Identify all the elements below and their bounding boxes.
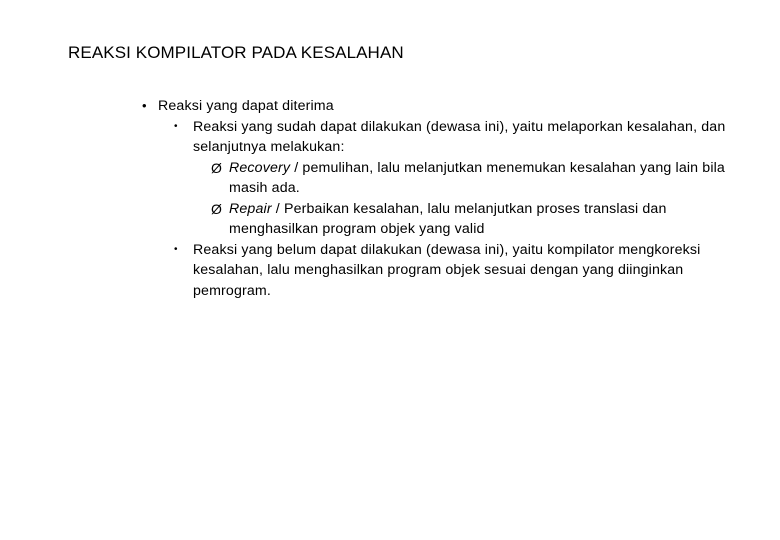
list-item-text [229, 199, 739, 240]
arrow-bullet-icon: Ø [211, 159, 223, 176]
term-description: / pemulihan, lalu melanjutkan menemukan kesalahan yang lain bila masih ada. [229, 159, 725, 196]
list-item [0, 158, 780, 199]
list-item-text [229, 158, 739, 199]
list-item-text: Reaksi yang sudah dapat dilakukan (dewasa ini), yaitu melaporkan kesalahan, dan selanjutnya melakukan: [193, 118, 726, 155]
arrow-bullet-icon: Ø [211, 200, 223, 217]
term-recovery: Recovery [229, 159, 291, 176]
bullet-list [0, 96, 780, 301]
bullet-icon: • [174, 120, 178, 132]
bullet-icon: • [174, 243, 178, 255]
term-repair: Repair [229, 200, 272, 217]
term-description: / Perbaikan kesalahan, lalu melanjutkan proses translasi dan menghasilkan program objek yang valid [229, 200, 667, 237]
list-item [0, 240, 780, 302]
bullet-icon: • [142, 98, 147, 113]
list-item [0, 96, 780, 117]
list-item [0, 199, 780, 240]
list-item [0, 117, 780, 158]
list-item-text: Reaksi yang dapat diterima [158, 98, 334, 114]
page-title: REAKSI KOMPILATOR PADA KESALAHAN [68, 43, 404, 62]
list-item-text: Reaksi yang belum dapat dilakukan (dewasa ini), yaitu kompilator mengkoreksi kesalahan, lalu menghasilkan program objek sesuai dengan yang diinginkan pemrogram. [193, 241, 701, 299]
